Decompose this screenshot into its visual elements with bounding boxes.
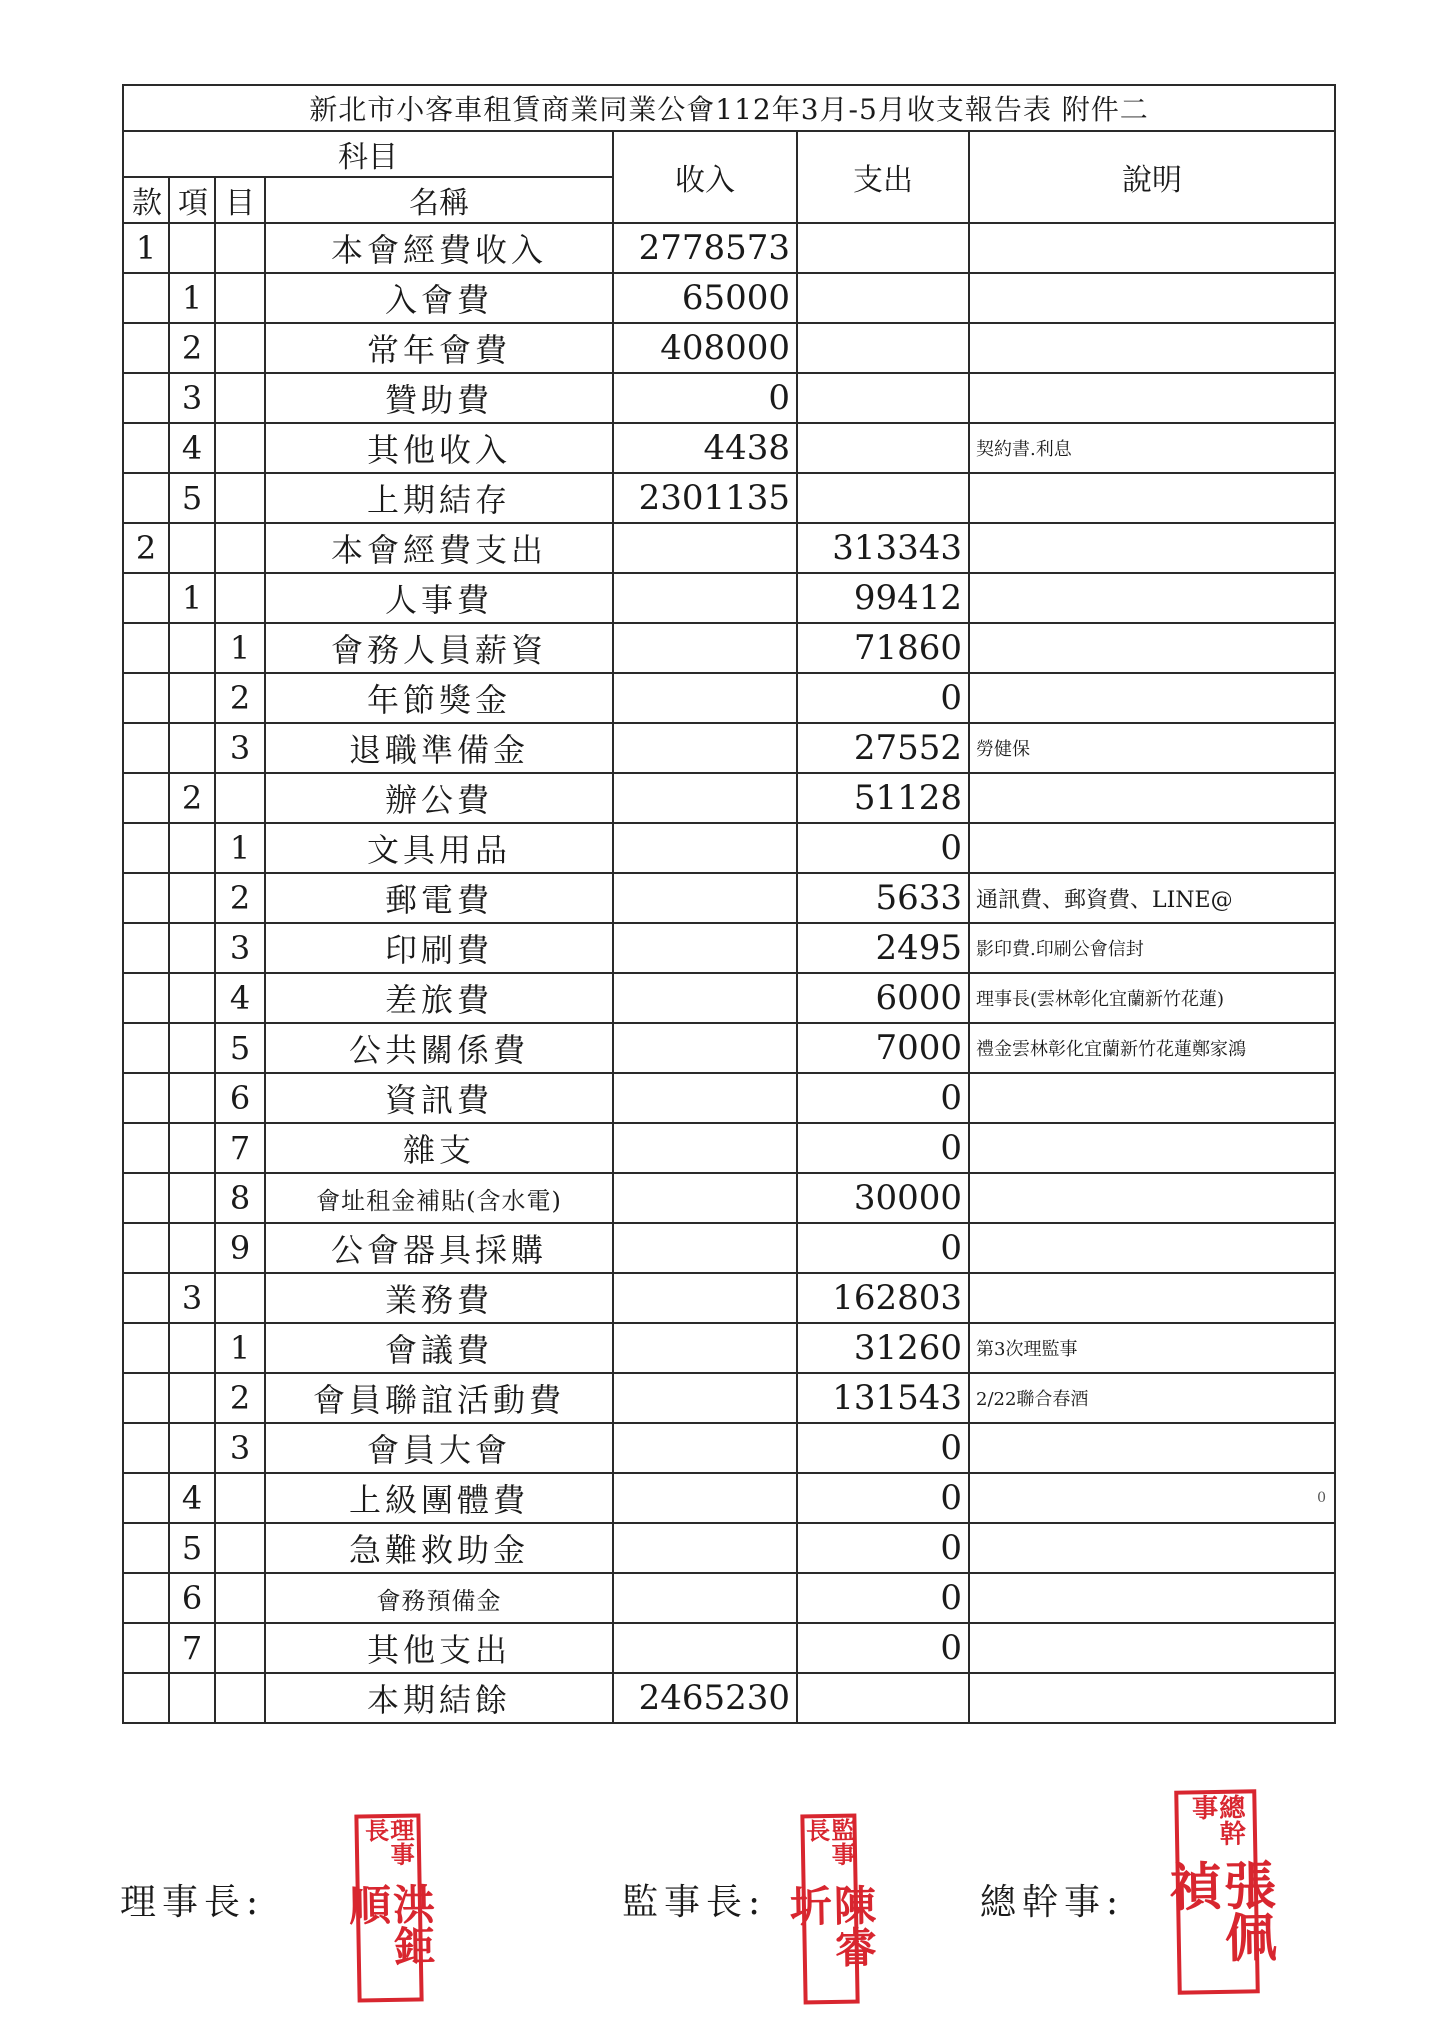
name-cell: 人事費 [265,573,613,623]
income-cell [613,823,797,873]
expense-cell [797,423,969,473]
note-cell [969,273,1335,323]
kuan-cell [123,473,169,523]
name-cell: 退職準備金 [265,723,613,773]
name-cell: 公會器具採購 [265,1223,613,1273]
note-cell: 影印費.印刷公會信封 [969,923,1335,973]
expense-cell [797,1673,969,1723]
mu-cell: 1 [215,1323,265,1373]
name-cell: 會址租金補貼(含水電) [265,1173,613,1223]
table-row [123,1023,1335,1073]
header-subject: 科目 [123,131,613,177]
xiang-cell: 3 [169,1273,215,1323]
note-cell [969,773,1335,823]
name-cell: 差旅費 [265,973,613,1023]
income-cell: 408000 [613,323,797,373]
income-cell [613,1223,797,1273]
xiang-cell: 2 [169,773,215,823]
expense-cell: 99412 [797,573,969,623]
name-cell: 其他收入 [265,423,613,473]
expense-cell: 27552 [797,723,969,773]
expense-cell: 0 [797,1423,969,1473]
table-row [123,973,1335,1023]
xiang-cell [169,1323,215,1373]
xiang-cell: 7 [169,1623,215,1673]
income-cell [613,1623,797,1673]
note-cell [969,1673,1335,1723]
expense-cell: 0 [797,1473,969,1523]
table-row [123,1173,1335,1223]
table-row [123,373,1335,423]
xiang-cell [169,1173,215,1223]
supervisor-seal [783,1814,879,2005]
expense-cell: 51128 [797,773,969,823]
expense-cell [797,473,969,523]
kuan-cell [123,273,169,323]
expense-cell: 162803 [797,1273,969,1323]
secretary-seal-name: 張佩禎 [1159,1858,1277,1964]
mu-cell [215,1523,265,1573]
income-cell: 65000 [613,273,797,323]
xiang-cell: 3 [169,373,215,423]
name-cell: 會員大會 [265,1423,613,1473]
income-cell: 2301135 [613,473,797,523]
table-row [123,773,1335,823]
note-cell: 勞健保 [969,723,1335,773]
expense-cell: 0 [797,1623,969,1673]
kuan-cell [123,1623,169,1673]
expense-cell: 131543 [797,1373,969,1423]
xiang-cell [169,823,215,873]
name-cell: 郵電費 [265,873,613,923]
income-cell [613,1573,797,1623]
kuan-cell [123,723,169,773]
chairman-seal-name: 洪鉅順 [342,1882,438,1968]
header-kuan: 款 [123,177,169,223]
expense-cell [797,273,969,323]
name-cell: 會議費 [265,1323,613,1373]
name-cell: 印刷費 [265,923,613,973]
note-cell [969,223,1335,273]
name-cell: 上期結存 [265,473,613,523]
kuan-cell [123,1323,169,1373]
mu-cell: 5 [215,1023,265,1073]
xiang-cell [169,1423,215,1473]
income-expense-report-table [122,84,1336,1724]
mu-cell [215,523,265,573]
table-row [123,1223,1335,1273]
xiang-cell: 1 [169,273,215,323]
kuan-cell [123,1373,169,1423]
table-row [123,1523,1335,1573]
chairman-seal [342,1813,438,2002]
note-cell: 通訊費、郵資費、LINE@ [969,873,1335,923]
xiang-cell [169,1673,215,1723]
xiang-cell: 1 [169,573,215,623]
table-row [123,273,1335,323]
expense-cell: 0 [797,1573,969,1623]
note-cell [969,673,1335,723]
income-cell [613,523,797,573]
name-cell: 上級團體費 [265,1473,613,1523]
note-cell: 契約書.利息 [969,423,1335,473]
note-cell [969,1423,1335,1473]
income-cell [613,1523,797,1573]
report-title: 新北市小客車租賃商業同業公會112年3月-5月收支報告表 附件二 [123,85,1335,131]
mu-cell: 1 [215,823,265,873]
name-cell: 本會經費支出 [265,523,613,573]
mu-cell: 7 [215,1123,265,1173]
table-row [123,1573,1335,1623]
expense-cell: 5633 [797,873,969,923]
mu-cell [215,1473,265,1523]
xiang-cell [169,873,215,923]
expense-cell [797,323,969,373]
name-cell: 業務費 [265,1273,613,1323]
mu-cell: 2 [215,1373,265,1423]
expense-cell: 0 [797,1223,969,1273]
mu-cell: 4 [215,973,265,1023]
note-cell [969,523,1335,573]
expense-cell: 71860 [797,623,969,673]
table-row [123,673,1335,723]
table-row [123,223,1335,273]
note-cell [969,1623,1335,1673]
table-row [123,1323,1335,1373]
name-cell: 本會經費收入 [265,223,613,273]
xiang-cell [169,1123,215,1173]
mu-cell: 9 [215,1223,265,1273]
xiang-cell: 4 [169,1473,215,1523]
table-row [123,423,1335,473]
note-cell [969,823,1335,873]
table-row [123,623,1335,673]
name-cell: 會務人員薪資 [265,623,613,673]
name-cell: 會員聯誼活動費 [265,1373,613,1423]
mu-cell [215,373,265,423]
mu-cell [215,223,265,273]
mu-cell [215,323,265,373]
secretary-label: 總幹事: [980,1882,1125,1923]
name-cell: 公共關係費 [265,1023,613,1073]
xiang-cell: 2 [169,323,215,373]
kuan-cell: 2 [123,523,169,573]
kuan-cell [123,373,169,423]
report-body [123,223,1335,1723]
xiang-cell [169,1023,215,1073]
kuan-cell [123,673,169,723]
name-cell: 文具用品 [265,823,613,873]
mu-cell: 3 [215,1423,265,1473]
table-row [123,473,1335,523]
kuan-cell [123,1123,169,1173]
note-cell: 理事長(雲林彰化宜蘭新竹花蓮) [969,973,1335,1023]
note-cell [969,1123,1335,1173]
mu-cell: 1 [215,623,265,673]
xiang-cell [169,223,215,273]
note-cell [969,1473,1335,1523]
expense-cell: 31260 [797,1323,969,1373]
income-cell: 4438 [613,423,797,473]
table-row [123,1673,1335,1723]
expense-cell: 0 [797,1073,969,1123]
xiang-cell [169,1373,215,1423]
income-cell [613,1323,797,1373]
xiang-cell: 4 [169,423,215,473]
income-cell [613,973,797,1023]
xiang-cell: 5 [169,473,215,523]
note-cell [969,1523,1335,1573]
table-row [123,523,1335,573]
income-cell [613,1123,797,1173]
xiang-cell [169,1073,215,1123]
header-name: 名稱 [265,177,613,223]
note-cell [969,1223,1335,1273]
mu-cell: 3 [215,923,265,973]
note-cell [969,623,1335,673]
xiang-cell [169,723,215,773]
xiang-cell [169,623,215,673]
table-row [123,323,1335,373]
table-row [123,1423,1335,1473]
header-mu: 目 [215,177,265,223]
name-cell: 辦公費 [265,773,613,823]
mu-cell [215,473,265,523]
kuan-cell [123,773,169,823]
mu-cell: 6 [215,1073,265,1123]
name-cell: 資訊費 [265,1073,613,1123]
mu-cell [215,1273,265,1323]
xiang-cell [169,673,215,723]
chairman-seal-title: 理事長 [360,1817,416,1867]
supervisor-seal-name: 陳睿圻 [783,1883,879,1969]
chairman-label: 理事長: [120,1882,265,1923]
expense-cell: 0 [797,823,969,873]
kuan-cell [123,1273,169,1323]
income-cell [613,723,797,773]
kuan-cell [123,873,169,923]
kuan-cell [123,423,169,473]
income-cell [613,1273,797,1323]
kuan-cell [123,1223,169,1273]
kuan-cell [123,623,169,673]
kuan-cell [123,1173,169,1223]
income-cell [613,773,797,823]
name-cell: 會務預備金 [265,1573,613,1623]
kuan-cell [123,1023,169,1073]
xiang-cell [169,973,215,1023]
name-cell: 入會費 [265,273,613,323]
expense-cell: 0 [797,1123,969,1173]
header-xiang: 項 [169,177,215,223]
mu-cell [215,273,265,323]
kuan-cell [123,1673,169,1723]
name-cell: 雜支 [265,1123,613,1173]
expense-cell: 0 [797,673,969,723]
expense-cell: 6000 [797,973,969,1023]
table-row [123,1473,1335,1523]
income-cell: 2778573 [613,223,797,273]
note-cell: 第3次理監事 [969,1323,1335,1373]
header-income: 收入 [613,131,797,223]
table-row [123,1273,1335,1323]
name-cell: 其他支出 [265,1623,613,1673]
mu-cell: 2 [215,673,265,723]
xiang-cell [169,1223,215,1273]
header-note: 說明 [969,131,1335,223]
mu-cell: 8 [215,1173,265,1223]
supervisor-label: 監事長: [622,1882,767,1923]
note-cell [969,1073,1335,1123]
kuan-cell [123,573,169,623]
xiang-cell [169,923,215,973]
header-expense: 支出 [797,131,969,223]
table-row [123,1623,1335,1673]
income-cell [613,1073,797,1123]
table-row [123,823,1335,873]
mu-cell [215,1623,265,1673]
xiang-cell: 5 [169,1523,215,1573]
note-cell [969,473,1335,523]
table-row [123,723,1335,773]
kuan-cell [123,1523,169,1573]
mu-cell: 2 [215,873,265,923]
income-cell [613,1023,797,1073]
note-cell [969,373,1335,423]
note-cell [969,573,1335,623]
income-cell [613,1173,797,1223]
table-row [123,923,1335,973]
note-cell [969,1573,1335,1623]
kuan-cell [123,1423,169,1473]
note-value: 0 [1317,1490,1327,1506]
mu-cell [215,773,265,823]
expense-cell: 313343 [797,523,969,573]
xiang-cell: 6 [169,1573,215,1623]
kuan-cell [123,1573,169,1623]
income-cell [613,573,797,623]
income-cell [613,623,797,673]
expense-cell [797,223,969,273]
table-row [123,1373,1335,1423]
mu-cell: 3 [215,723,265,773]
expense-cell: 7000 [797,1023,969,1073]
kuan-cell [123,923,169,973]
expense-cell [797,373,969,423]
income-cell: 0 [613,373,797,423]
name-cell: 本期結餘 [265,1673,613,1723]
income-cell: 2465230 [613,1673,797,1723]
expense-cell: 2495 [797,923,969,973]
table-row [123,1073,1335,1123]
mu-cell [215,1573,265,1623]
mu-cell [215,573,265,623]
table-row [123,1123,1335,1173]
name-cell: 年節獎金 [265,673,613,723]
secretary-seal-title: 總幹事 [1187,1793,1246,1847]
name-cell: 常年會費 [265,323,613,373]
kuan-cell [123,823,169,873]
name-cell: 急難救助金 [265,1523,613,1573]
kuan-cell [123,1473,169,1523]
income-cell [613,873,797,923]
income-cell [613,1473,797,1523]
kuan-cell: 1 [123,223,169,273]
secretary-seal [1159,1789,1277,1994]
note-cell: 2/22聯合春酒 [969,1373,1335,1423]
note-cell: 禮金雲林彰化宜蘭新竹花蓮鄭家鴻 [969,1023,1335,1073]
income-cell [613,1423,797,1473]
note-cell [969,1273,1335,1323]
kuan-cell [123,1073,169,1123]
note-cell [969,1173,1335,1223]
income-cell [613,673,797,723]
kuan-cell [123,973,169,1023]
table-row [123,873,1335,923]
table-row [123,573,1335,623]
kuan-cell [123,323,169,373]
supervisor-seal-title: 監事長 [801,1817,857,1867]
income-cell [613,1373,797,1423]
mu-cell [215,1673,265,1723]
note-cell [969,323,1335,373]
expense-cell: 30000 [797,1173,969,1223]
name-cell: 贊助費 [265,373,613,423]
mu-cell [215,423,265,473]
xiang-cell [169,523,215,573]
expense-cell: 0 [797,1523,969,1573]
income-cell [613,923,797,973]
